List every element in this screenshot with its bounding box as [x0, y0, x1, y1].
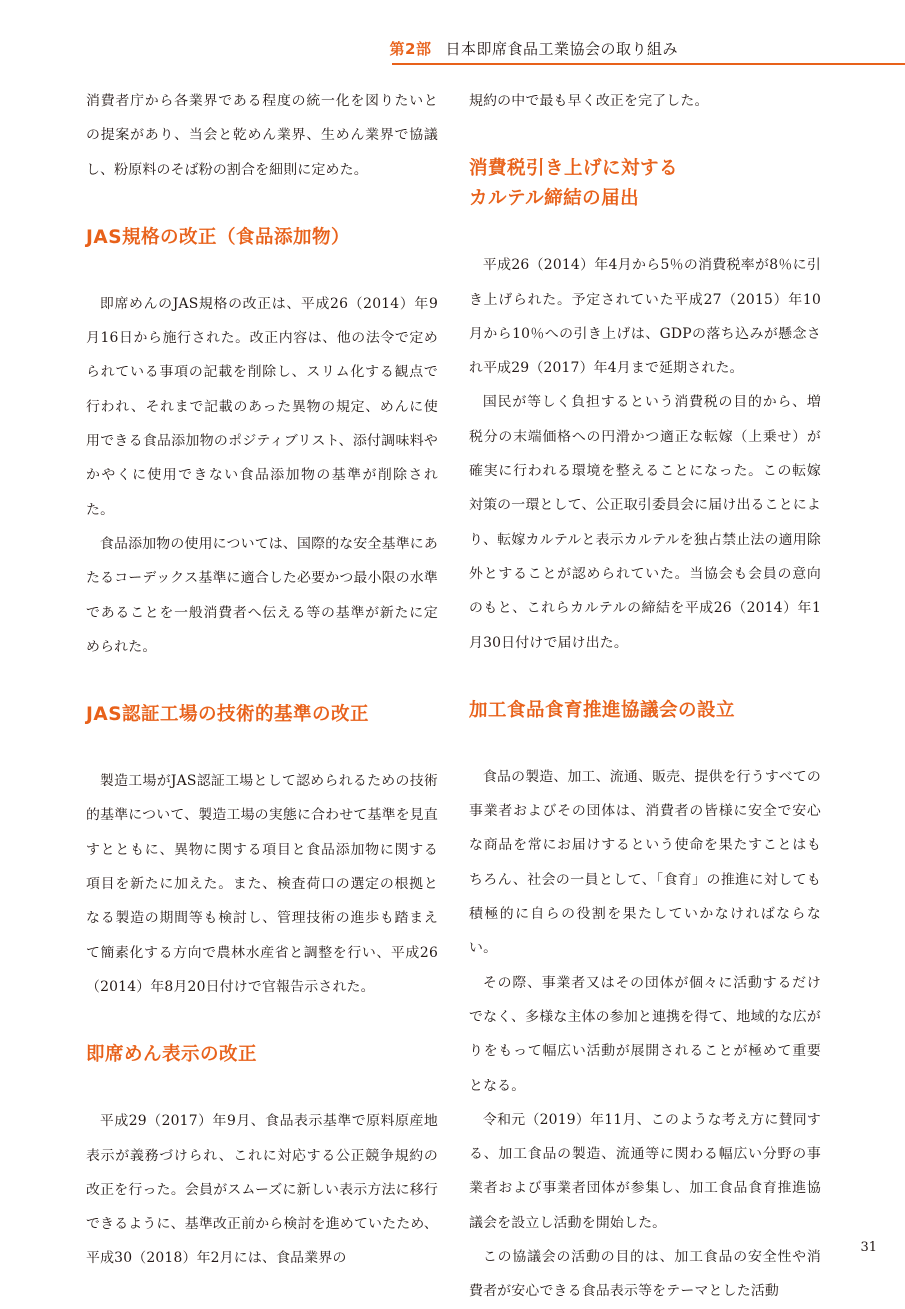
page-number: 31: [860, 1240, 877, 1255]
heading-line: 消費税引き上げに対する: [469, 158, 679, 180]
section-heading-consumption-tax: [469, 154, 821, 214]
section-heading-jas-additives: JAS規格の改正（食品添加物）: [86, 226, 351, 248]
paragraph: その際、事業者又はその団体が個々に活動するだけでなく、多様な主体の参加と連携を得て、地域的な広がりをもって幅広い活動が展開されることが極めて重要となる。: [469, 974, 821, 1094]
right-intro-paragraph: 規約の中で最も早く改正を完了した。: [469, 93, 709, 109]
paragraph: 食品添加物の使用については、国際的な安全基準にあたるコーデックス基準に適合した必要かつ最小限の水準であることを一般消費者へ伝える等の基準が新たに定められた。: [86, 535, 438, 655]
running-head: [390, 38, 678, 59]
heading-line: カルテル締結の届出: [469, 188, 640, 210]
section-heading-jas-factory: JAS認証工場の技術的基準の改正: [86, 704, 370, 726]
paragraph: 令和元（2019）年11月、このような考え方に賛同する、加工食品の製造、流通等に関わる幅広い分野の事業者および事業者団体が参集し、加工食品食育推進協議会を設立し活動を開始した。: [469, 1111, 821, 1231]
paragraph: 平成29（2017）年9月、食品表示基準で原料原産地表示が義務づけられ、これに対応する公正競争規約の改正を行った。会員がスムーズに新しい表示方法に移行できるように、基準改正前から検討を進めていたため、平成30（2018）年2月には、食品業界の: [86, 1113, 438, 1267]
section-heading-food-education: 加工食品食育推進協議会の設立: [469, 699, 736, 721]
right-column: [469, 84, 821, 1309]
section-heading-labeling: 即席めん表示の改正: [86, 1044, 258, 1066]
page-header: [0, 0, 905, 66]
paragraph: 国民が等しく負担するという消費税の目的から、増税分の末端価格への円滑かつ適正な転嫁（上乗せ）が確実に行われる環境を整えることになった。この転嫁対策の一環として、公正取引委員会に届け出ることにより、転嫁カルテルと表示カルテルを独占禁止法の適用除外とすることが認められていた。当協会も会員の意向のもと、これらカルテルの締結を平成26（2014）年1月30日付けで届け出た。: [469, 394, 821, 651]
paragraph: 即席めんのJAS規格の改正は、平成26（2014）年9月16日から施行された。改正内容は、他の法令で定められている事項の記載を削除し、スリム化する観点で行われ、それまで記載のあった異物の規定、めんに使用できる食品添加物のポジティブリスト、添付調味料やかやくに使用できない食品添加物の基準が削除された。: [86, 295, 438, 518]
header-rule: [392, 63, 905, 65]
paragraph: 食品の製造、加工、流通、販売、提供を行うすべての事業者およびその団体は、消費者の皆様に安全で安心な商品を常にお届けするという使命を果たすことはもちろん、社会の一員として、「食育」の推進に対しても積極的に自らの役割を果たしていかなければならない。: [469, 768, 821, 957]
paragraph: この協議会の活動の目的は、加工食品の安全性や消費者が安心できる食品表示等をテーマとした活動: [469, 1249, 821, 1300]
part-label: 第2部: [389, 40, 432, 58]
paragraph: 平成26（2014）年4月から5％の消費税率が8％に引き上げられた。予定されていた平成27（2015）年10月から10％への引き上げは、GDPの落ち込みが懸念され平成29（2017）年4月まで延期された。: [469, 257, 821, 377]
left-intro-paragraph: 消費者庁から各業界である程度の統一化を図りたいとの提案があり、当会と乾めん業界、生めん業界で協議し、粉原料のそば粉の割合を細則に定めた。: [86, 93, 438, 178]
paragraph: 製造工場がJAS認証工場として認められるための技術的基準について、製造工場の実態に合わせて基準を見直すとともに、異物に関する項目と食品添加物に関する項目を新たに加えた。また、検査荷口の選定の根拠となる製造の期間等も検討し、管理技術の進歩も踏まえて簡素化する方向で農林水産省と調整を行い、平成26（2014）年8月20日付けで官報告示された。: [86, 773, 438, 995]
left-column: [86, 84, 438, 1276]
part-title: 日本即席食品工業協会の取り組み: [445, 40, 678, 58]
